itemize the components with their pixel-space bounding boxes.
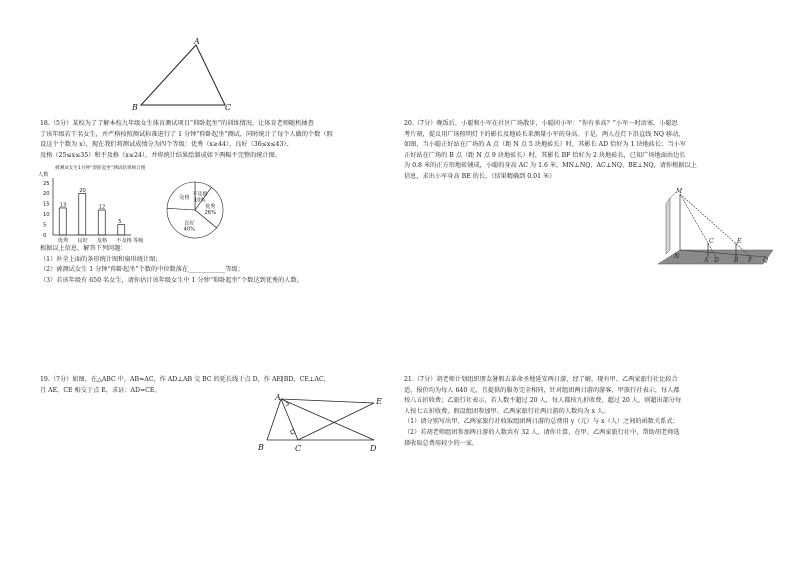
q19-line: 且 AE、CE 相交于点 E，求证：AD=CE。	[40, 386, 161, 394]
pie-slice-label: 优秀	[205, 204, 216, 211]
q21-line: 按八五折收费；乙旅行社表示，若人数不超过 20 人，每人都按九折收费，超过 20 人，则超出部分每	[404, 397, 682, 405]
bar-chart	[38, 164, 158, 250]
pie-slice-value: 26%	[204, 210, 217, 217]
bar-chart-title: 被测试女生1分钟“仰卧起坐”测试结果统计图	[55, 166, 146, 171]
q18-sub-line: （2）被测试女生 1 分钟“仰卧起坐”个数的中位数落在____________等级；	[40, 266, 244, 274]
pie-slice-label: 及格	[179, 194, 190, 201]
question-19-figure	[255, 394, 395, 454]
q21-line: 人按七五折收费，假设组团参加甲、乙两家旅行社两日游的人数均为 x 人。	[404, 407, 610, 415]
q21-line: （1）请分别写出甲、乙两家旅行社收取组团两日游的总费用 y（元）与 x（人）之间的函数关系式；	[404, 418, 679, 426]
bar	[118, 225, 125, 235]
bar-value-label: 20	[79, 187, 86, 194]
q20-line: 为 0.8 米的正方形地砖铺成，小聪的身高 AC 为 1.6 米，MN⊥NQ，AC⊥NQ，BE⊥NQ，请你根据以上	[404, 162, 697, 170]
vertex-label-c: C	[225, 103, 232, 112]
bar-value-label: 5	[118, 219, 122, 226]
q18-sub-line: （1）补全上面的条形统计图和扇形统计图；	[40, 255, 162, 263]
bar	[98, 210, 105, 235]
triangle-abc-figure	[128, 36, 238, 112]
point-label-m: M	[676, 188, 683, 195]
point-label-d: D	[370, 444, 377, 453]
q20-line: 考片刻，提议用广场照明灯下的影长及地砖长来测量小军的身高。于是，两人在灯下沿直线 NQ 移动，	[404, 130, 685, 138]
pie-slice-value: 40%	[183, 226, 196, 233]
bar	[59, 208, 66, 235]
category-label: 优秀	[57, 238, 69, 244]
y-tick-label: 10	[43, 212, 50, 218]
q20-line: 如图，当小聪正好站在广场的 A 点（距 N 点 5 块地砖长）时，其影长 AD 恰好为 1 块地砖长；当小军	[404, 141, 686, 149]
question-18-subquestions	[40, 244, 303, 286]
q18-sub-line: （3）若该年级有 650 名女生，请你估计该年级女生中 1 分钟“仰卧起坐”个数达到优秀的人数。	[40, 276, 303, 284]
q20-line: 正好站在广场的 B 点（距 N 点 9 块地砖长）时，其影长 BF 恰好为 2 块地砖长，已知广场地面由边长	[404, 151, 686, 159]
bar	[79, 193, 86, 235]
bar-chart-ylabel: 人数	[38, 172, 49, 178]
point-label-e: E	[737, 238, 742, 245]
q19-line: 19.（7分）如图，在△ABC 中，AB=AC，作 AD⊥AB 交 BC 的延长线于点 D，作 AE∥BD，CE⊥AC，	[40, 376, 330, 383]
y-tick-label: 20	[43, 191, 50, 198]
point-label-q: Q	[763, 257, 768, 264]
q18-line: 了该年级若干名女生，并严格按照测试标准进行了 1 分钟“仰卧起坐”测试，同时统计了每个人做的个数（假	[40, 130, 333, 138]
pie-slice-label: 良好	[184, 220, 195, 227]
point-label-f: F	[748, 257, 753, 264]
point-label-c: C	[295, 444, 302, 453]
point-label-e: E	[376, 397, 382, 406]
vertex-label-b: B	[132, 103, 138, 112]
q20-line: 信息，求出小军身高 BE 的长。（结果精确到 0.01 米）	[404, 172, 556, 180]
point-label-a: A	[704, 257, 709, 264]
y-tick-label: 25	[43, 180, 50, 187]
category-label: 不及格	[116, 238, 132, 244]
bar-value-label: 12	[98, 204, 106, 211]
vertex-label-a: A	[194, 37, 200, 46]
question-18-text	[40, 119, 333, 161]
pie-chart	[160, 174, 230, 242]
point-label-d: D	[714, 257, 719, 264]
category-label: 良好	[77, 238, 88, 244]
bar-value-label: 13	[59, 202, 67, 209]
point-label-b: B	[734, 257, 739, 264]
category-label: 及格	[96, 238, 108, 244]
point-label-b: B	[258, 443, 264, 452]
question-20-figure	[656, 186, 776, 270]
pie-slice-value: 10%	[193, 197, 206, 204]
point-label-n: N	[674, 253, 680, 260]
y-tick-label: 5	[43, 222, 47, 229]
q21-line: 21.（7分）胡老师计划组织朋友暑假去革命圣地延安两日游，经了解，现有甲、乙两家旅行社比较合	[404, 376, 678, 383]
question-19-text	[40, 375, 330, 396]
question-21-text	[404, 375, 681, 449]
q18-line: 及格（25≤x≤35）和不及格（x≤24），并将统计结果绘制成如下两幅不完整的统计图。	[40, 151, 282, 159]
q18-line: 设这个个数为 x），现在我们将测试成绩分为四个等级：优秀（x≥44）、良好（36≤x≤43）、	[40, 141, 293, 149]
q21-line: 适，报价均为每人 640 元，且提供的服务完全相同，针对组团两日游的游客，甲旅行社表示，每人都	[404, 386, 680, 394]
pie-slice-label: 不及格	[191, 191, 208, 198]
q21-line: （2）若胡老师组团参加两日游的人数共有 32 人，请你计算，在甲、乙两家旅行社中，帮助胡老师选	[404, 428, 680, 436]
q20-line: 20.（7分）晚饭后，小聪和小军在社区广场散步，小聪问小军：“你有多高？”小军一时语塞。小聪思	[404, 120, 678, 127]
y-tick-label: 0	[43, 232, 47, 239]
point-label-a: A	[275, 393, 281, 402]
q21-line: 择收取总费用较少的一家。	[404, 439, 479, 447]
bar-chart-xlabel: 等级	[133, 238, 144, 244]
q18-line: 18.（5分）某校为了了解本校九年级女生体育测试项目“仰卧起坐”的训练情况，让体育老师随机抽查	[40, 120, 314, 127]
q18-sub-line: 根据以上信息，解答下列问题：	[40, 245, 127, 252]
point-label-c: C	[709, 238, 714, 245]
question-20-text	[404, 119, 697, 183]
y-tick-label: 15	[43, 201, 50, 208]
